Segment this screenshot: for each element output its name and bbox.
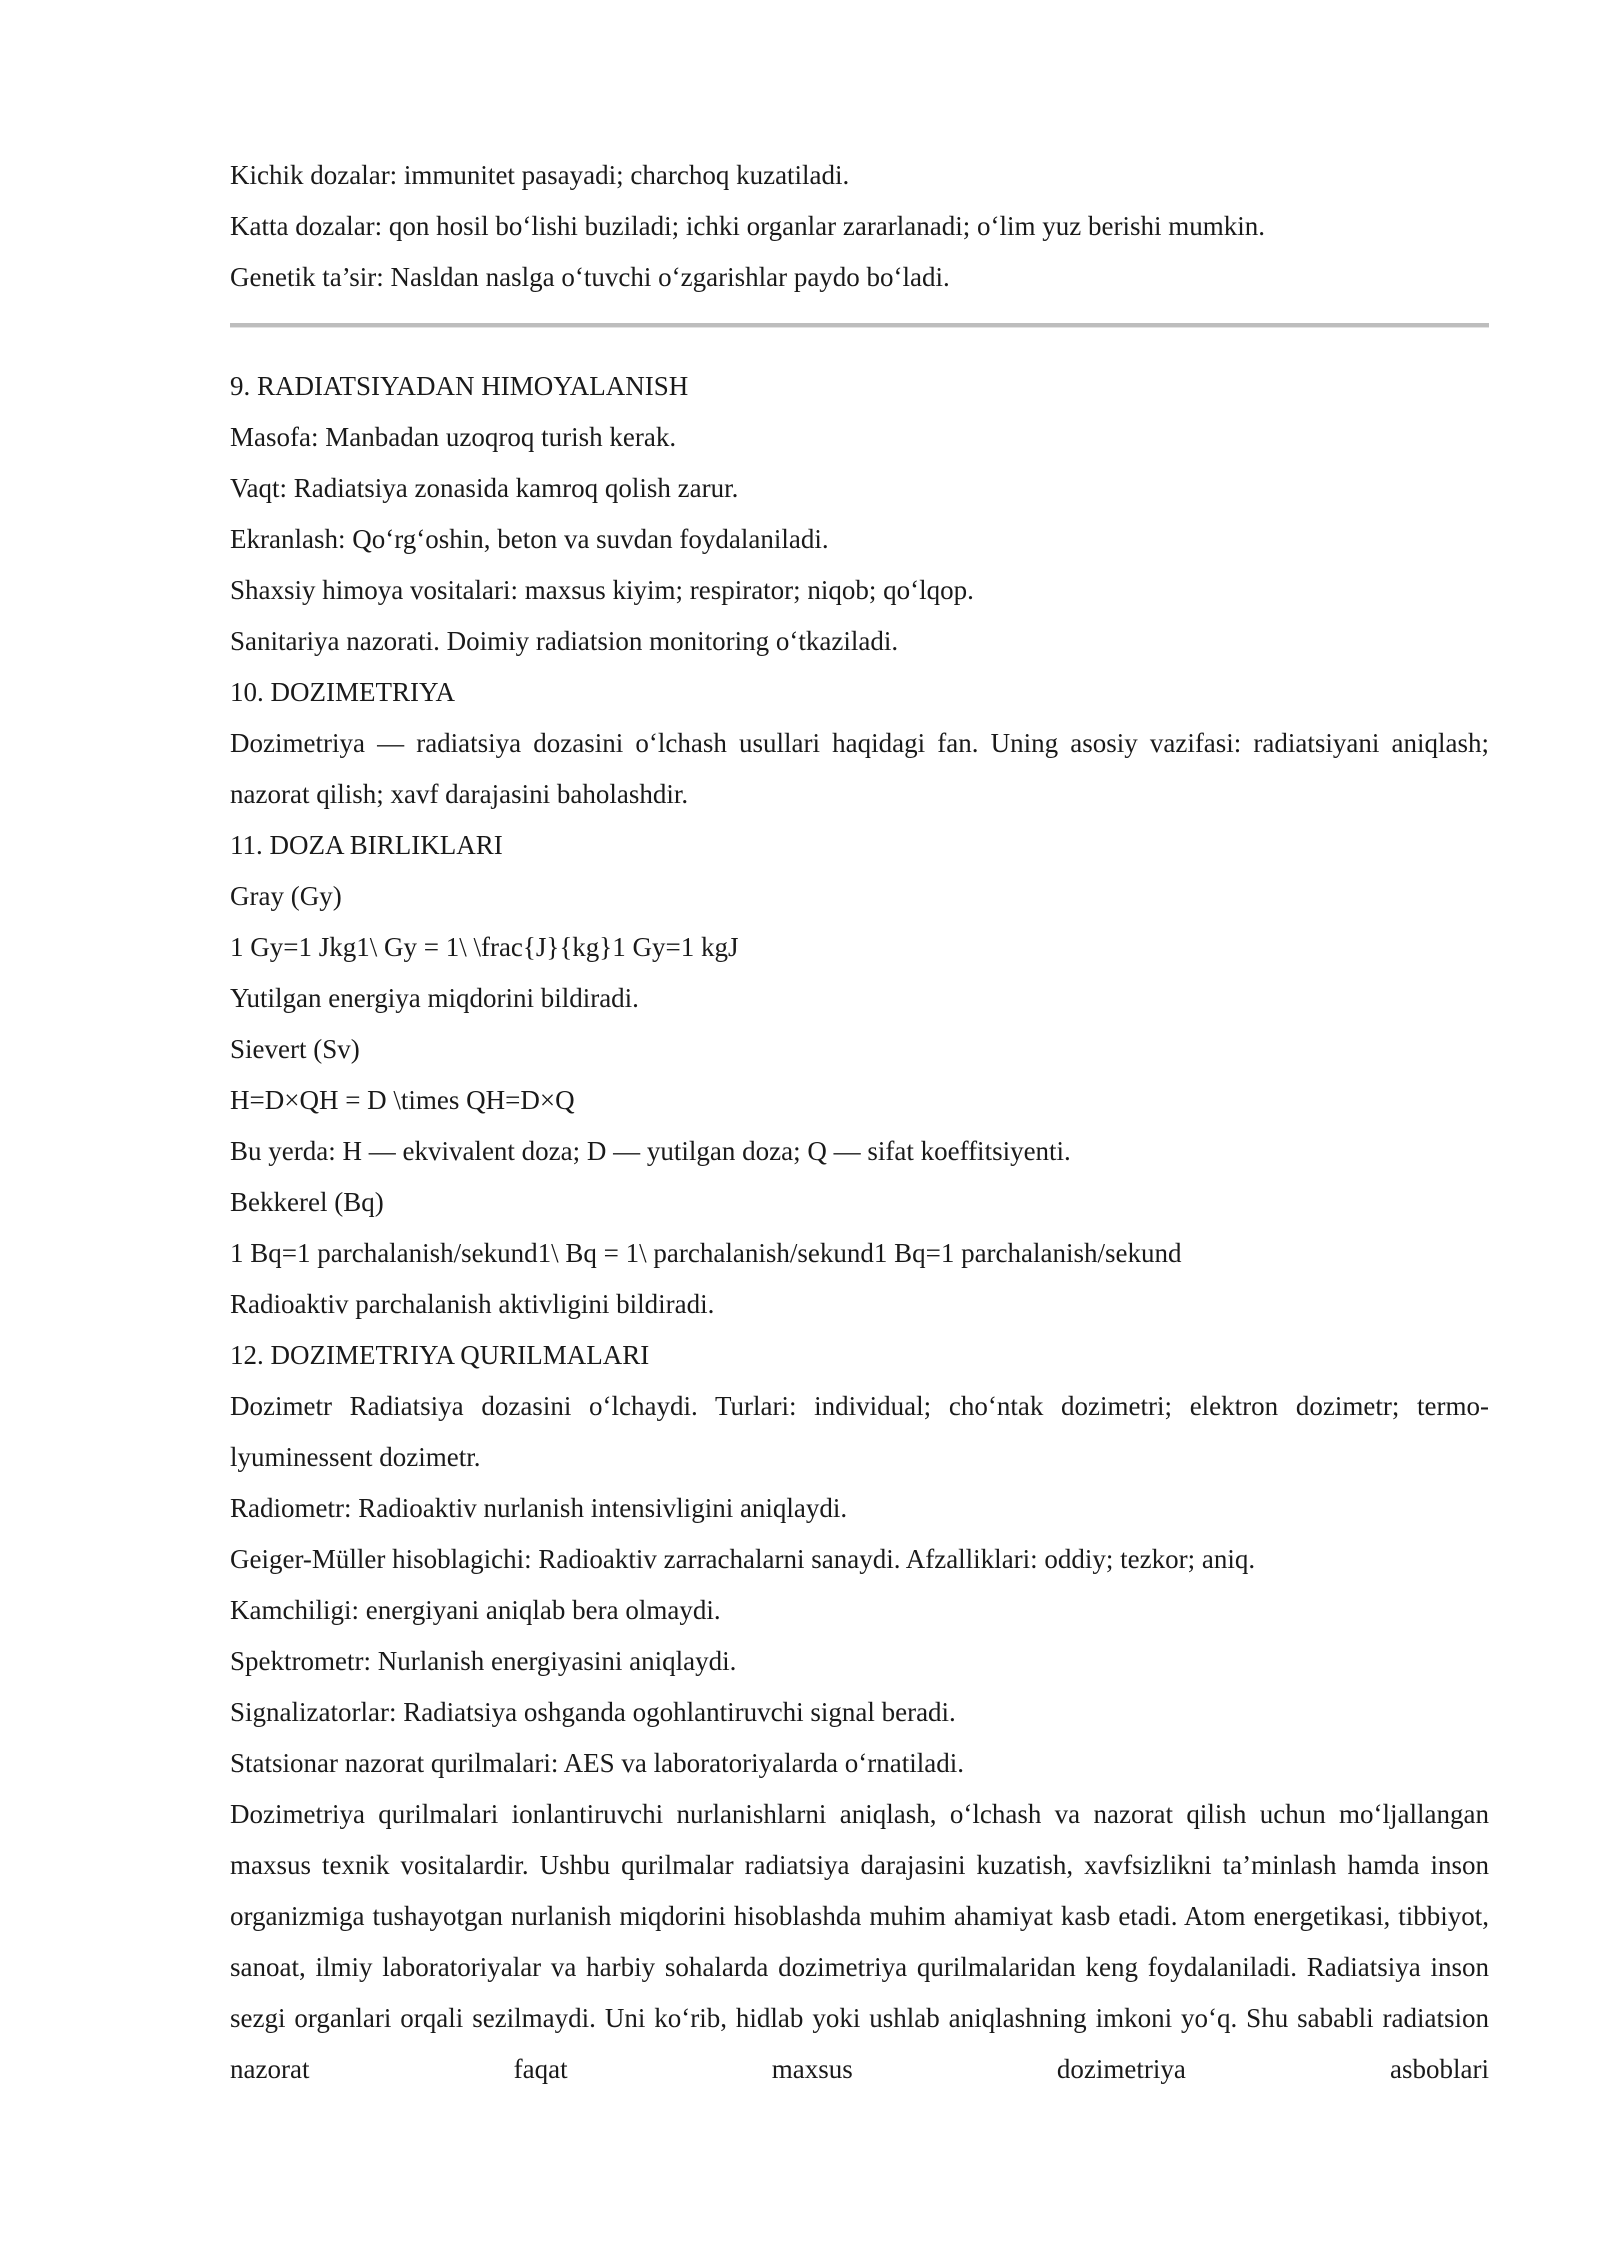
effect-genetic: Genetik ta’sir: Nasldan naslga o‘tuvchi o‘zgarishlar paydo bo‘ladi. xyxy=(230,262,950,292)
horizontal-divider xyxy=(230,323,1489,328)
unit-sievert-formula: H=D×QH = D \times QH=D×Q xyxy=(230,1085,575,1115)
device-signalizator: Signalizatorlar: Radiatsiya oshganda ogohlantiruvchi signal beradi. xyxy=(230,1697,956,1727)
effect-small-doses: Kichik dozalar: immunitet pasayadi; charchoq kuzatiladi. xyxy=(230,160,850,190)
unit-gray-description: Yutilgan energiya miqdorini bildiradi. xyxy=(230,983,639,1013)
document-page xyxy=(230,150,1489,2095)
device-radiometr: Radiometr: Radioaktiv nurlanish intensivligini aniqlaydi. xyxy=(230,1493,848,1523)
unit-becquerel-title: Bekkerel (Bq) xyxy=(230,1187,384,1217)
protection-distance: Masofa: Manbadan uzoqroq turish kerak. xyxy=(230,422,677,452)
protection-shielding: Ekranlash: Qo‘rg‘oshin, beton va suvdan foydalaniladi. xyxy=(230,524,829,554)
section-10-heading: 10. DOZIMETRIYA xyxy=(230,677,455,707)
protection-personal-equipment: Shaxsiy himoya vositalari: maxsus kiyim; respirator; niqob; qo‘lqop. xyxy=(230,575,974,605)
device-geiger-drawback: Kamchiligi: energiyani aniqlab bera olmaydi. xyxy=(230,1595,721,1625)
unit-sievert-title: Sievert (Sv) xyxy=(230,1034,360,1064)
dosimetry-devices-closing-paragraph: Dozimetriya qurilmalari ionlantiruvchi nurlanishlarni aniqlash, o‘lchash va nazorat qilish uchun mo‘ljallangan maxsus texnik vositalardir. Ushbu qurilmalar radiatsiya darajasini kuzatish, xavfsizlikni ta’minlash hamda inson organizmiga tushayotgan nurlanish miqdorini hisoblashda muhim ahamiyat kasb etadi. Atom energetikasi, tibbiyot, sanoat, ilmiy laboratoriyalar va harbiy sohalarda dozimetriya qurilmalaridan keng foydalaniladi. Radiatsiya inson sezgi organlari orqali sezilmaydi. Uni ko‘rib, hidlab yoki ushlab aniqlashning imkoni yo‘q. Shu sababli radiatsion nazorat faqat maxsus dozimetriya asboblari xyxy=(230,1799,1489,2084)
section-11-heading: 11. DOZA BIRLIKLARI xyxy=(230,830,503,860)
unit-becquerel-description: Radioaktiv parchalanish aktivligini bildiradi. xyxy=(230,1289,715,1319)
unit-becquerel-formula: 1 Bq=1 parchalanish/sekund1\ Bq = 1\ parchalanish/sekund1 Bq=1 parchalanish/sekund xyxy=(230,1238,1182,1268)
effect-large-doses: Katta dozalar: qon hosil bo‘lishi buziladi; ichki organlar zararlanadi; o‘lim yuz berishi mumkin. xyxy=(230,211,1265,241)
unit-gray-title: Gray (Gy) xyxy=(230,881,342,911)
section-9-heading: 9. RADIATSIYADAN HIMOYALANISH xyxy=(230,371,689,401)
device-dozimetr-paragraph: Dozimetr Radiatsiya dozasini o‘lchaydi. Turlari: individual; cho‘ntak dozimetri; elektron dozimetr; termo-lyuminessent dozimetr. xyxy=(230,1391,1489,1472)
section-12-heading: 12. DOZIMETRIYA QURILMALARI xyxy=(230,1340,650,1370)
device-stationary-control: Statsionar nazorat qurilmalari: AES va laboratoriyalarda o‘rnatiladi. xyxy=(230,1748,964,1778)
device-spektrometr: Spektrometr: Nurlanish energiyasini aniqlaydi. xyxy=(230,1646,737,1676)
unit-sievert-explanation: Bu yerda: H — ekvivalent doza; D — yutilgan doza; Q — sifat koeffitsiyenti. xyxy=(230,1136,1071,1166)
protection-time: Vaqt: Radiatsiya zonasida kamroq qolish zarur. xyxy=(230,473,739,503)
unit-gray-formula: 1 Gy=1 Jkg1\ Gy = 1\ \frac{J}{kg}1 Gy=1 kgJ xyxy=(230,932,739,962)
protection-sanitary-control: Sanitariya nazorati. Doimiy radiatsion monitoring o‘tkaziladi. xyxy=(230,626,899,656)
device-geiger-muller: Geiger-Müller hisoblagichi: Radioaktiv zarrachalarni sanaydi. Afzalliklari: oddiy; tezkor; aniq. xyxy=(230,1544,1256,1574)
dosimetry-definition-paragraph: Dozimetriya — radiatsiya dozasini o‘lchash usullari haqidagi fan. Uning asosiy vazifasi: radiatsiyani aniqlash; nazorat qilish; xavf darajasini baholashdir. xyxy=(230,728,1489,809)
